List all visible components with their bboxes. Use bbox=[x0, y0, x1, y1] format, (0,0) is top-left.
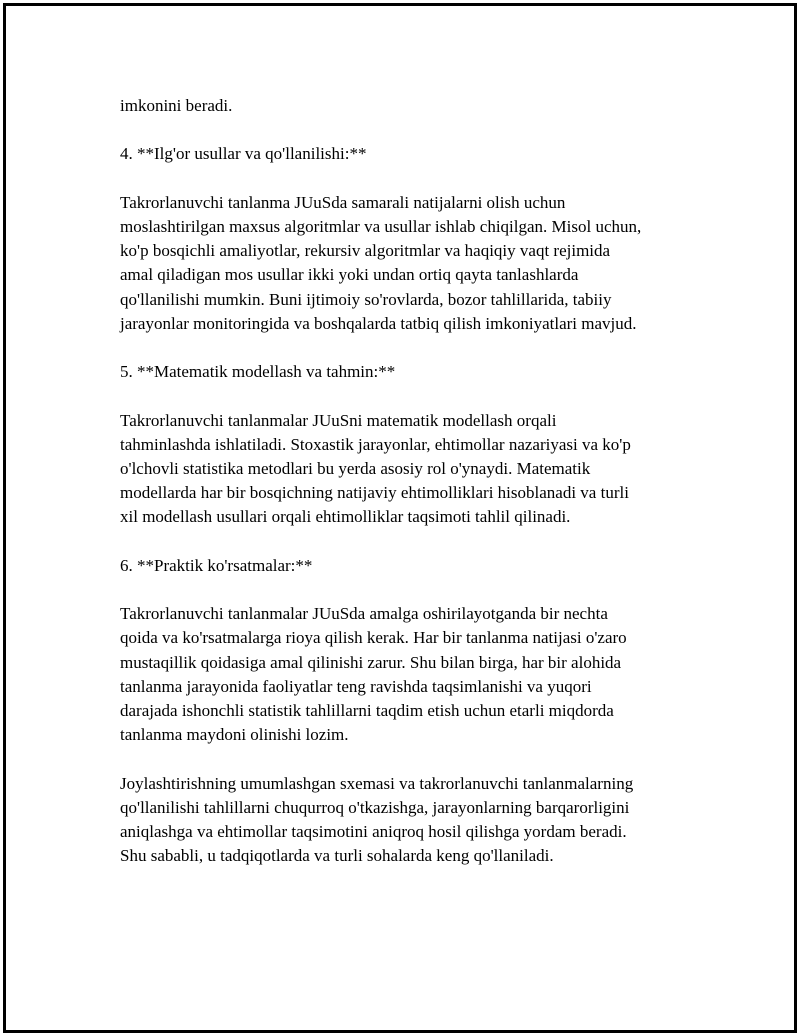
text-line: amal qiladigan mos usullar ikki yoki undan ortiq qayta tanlashlarda bbox=[120, 265, 579, 285]
text-line: o'lchovli statistika metodlari bu yerda asosiy rol o'ynaydi. Matematik bbox=[120, 458, 591, 478]
text-line: moslashtirilgan maxsus algoritmlar va usullar ishlab chiqilgan. Misol uchun, bbox=[120, 216, 642, 236]
text-line: xil modellash usullari orqali ehtimolliklar taqsimoti tahlil qilinadi. bbox=[120, 507, 571, 527]
text-line: jarayonlar monitoringida va boshqalarda tatbiq qilish imkoniyatlari mavjud. bbox=[120, 313, 637, 333]
paragraph-gap bbox=[120, 578, 700, 602]
paragraph-gap bbox=[120, 747, 700, 771]
text-line: aniqlashga va ehtimollar taqsimotini aniqroq hosil qilishga yordam beradi. bbox=[120, 821, 627, 841]
text-line: Takrorlanuvchi tanlanmalar JUuSda amalga oshirilayotganda bir nechta bbox=[120, 604, 608, 624]
text-line: mustaqillik qoidasiga amal qilinishi zarur. Shu bilan birga, har bir alohida bbox=[120, 652, 622, 672]
paragraph-gap bbox=[120, 336, 700, 360]
conclusion-paragraph bbox=[120, 772, 700, 869]
text-line: Takrorlanuvchi tanlanma JUuSda samarali natijalarni olish uchun bbox=[120, 192, 566, 212]
text-line: ko'p bosqichli amaliyotlar, rekursiv algoritmlar va haqiqiy vaqt rejimida bbox=[120, 241, 611, 261]
section-6-heading: 6. **Praktik ko'rsatmalar:** bbox=[120, 555, 313, 575]
text-line: darajada ishonchli statistik tahlillarni taqdim etish uchun etarli miqdorda bbox=[120, 700, 614, 720]
paragraph-gap bbox=[120, 384, 700, 408]
text-line: Joylashtirishning umumlashgan sxemasi va takrorlanuvchi tanlanmalarning bbox=[120, 773, 634, 793]
paragraph-gap bbox=[120, 167, 700, 191]
paragraph-gap bbox=[120, 530, 700, 554]
section-6-paragraph bbox=[120, 602, 700, 747]
text-line: qo'llanilishi mumkin. Buni ijtimoiy so'rovlarda, bozor tahlillarida, tabiiy bbox=[120, 289, 612, 309]
text-line: Shu sababli, u tadqiqotlarda va turli sohalarda keng qo'llaniladi. bbox=[120, 846, 554, 866]
section-4-paragraph bbox=[120, 191, 700, 336]
text-line: qoida va ko'rsatmalarga rioya qilish kerak. Har bir tanlanma natijasi o'zaro bbox=[120, 628, 627, 648]
section-4-heading: 4. **Ilg'or usullar va qo'llanilishi:** bbox=[120, 144, 367, 164]
text-line: Takrorlanuvchi tanlanmalar JUuSni matematik modellash orqali bbox=[120, 410, 557, 430]
paragraph-gap bbox=[120, 118, 700, 142]
text-line: tahminlashda ishlatiladi. Stoxastik jarayonlar, ehtimollar nazariyasi va ko'p bbox=[120, 434, 631, 454]
document-page bbox=[3, 3, 797, 1033]
text-line: tanlanma jarayonida faoliyatlar teng ravishda taqsimlanishi va yuqori bbox=[120, 676, 592, 696]
section-5-heading: 5. **Matematik modellash va tahmin:** bbox=[120, 362, 396, 382]
text-line: qo'llanilishi tahlillarni chuqurroq o'tkazishga, jarayonlarning barqarorligini bbox=[120, 797, 630, 817]
text-line: modellarda har bir bosqichning natijaviy ehtimolliklari hisoblanadi va turli bbox=[120, 483, 629, 503]
document-body bbox=[120, 94, 700, 868]
section-5-paragraph bbox=[120, 409, 700, 530]
paragraph-fragment: imkonini beradi. bbox=[120, 96, 233, 115]
text-line: tanlanma maydoni olinishi lozim. bbox=[120, 725, 349, 745]
